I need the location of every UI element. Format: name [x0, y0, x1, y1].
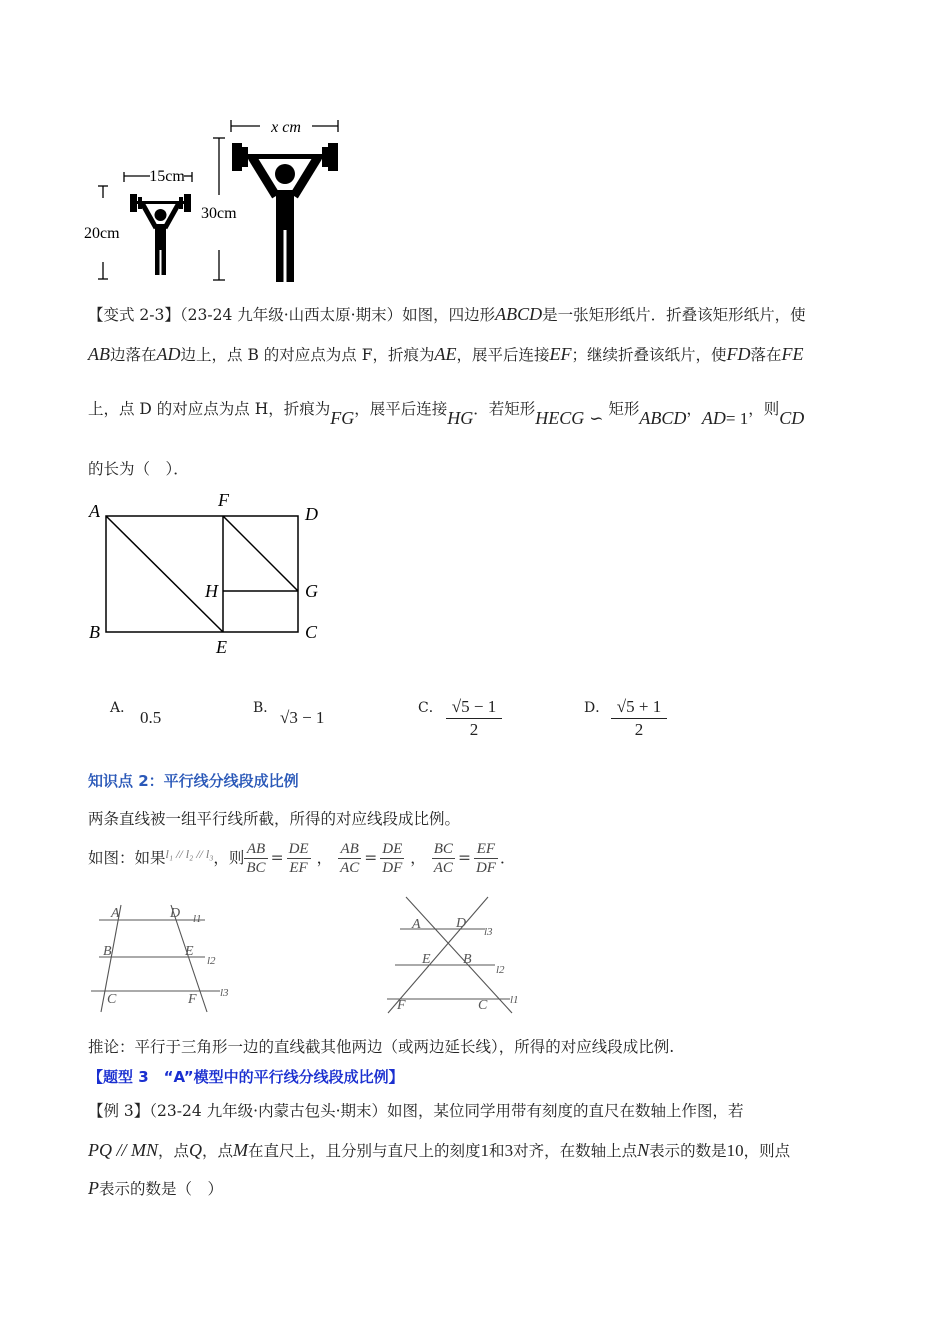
- variant-line-1: [88, 304, 806, 325]
- fraction-ab-ac: [338, 840, 361, 877]
- math-hecg: HECG: [535, 408, 585, 428]
- text: 边落在: [110, 346, 157, 364]
- fig4-point-d: D: [456, 916, 467, 931]
- line-fg: [223, 516, 298, 591]
- label-20cm: 20cm: [84, 225, 120, 242]
- parallel-lines-figure-1: [85, 900, 245, 1020]
- point-e: E: [216, 637, 227, 657]
- option-b-label[interactable]: B．: [253, 700, 278, 716]
- option-c-label[interactable]: C．: [418, 700, 443, 716]
- fig4-point-c: C: [478, 998, 488, 1013]
- text: AB: [244, 840, 267, 859]
- math-abcd: ABCD: [495, 304, 543, 324]
- text: 在直尺上，且分别与直尺上的刻度: [248, 1142, 481, 1160]
- math-hg: HG: [447, 408, 474, 428]
- math-cd: CD: [779, 408, 805, 428]
- text: 如图：如果: [88, 849, 166, 867]
- fig4-l1: l1: [510, 994, 519, 1006]
- text: =: [457, 849, 471, 867]
- math-abcd-2: ABCD: [639, 408, 687, 428]
- similar-symbol: ∽: [589, 409, 604, 428]
- text: EF: [289, 859, 308, 876]
- knowledge-line-1: 两条直线被一组平行线所截，所得的对应线段成比例。: [88, 810, 461, 828]
- text: AC: [433, 859, 453, 876]
- parallel-lines-figure-2: [380, 893, 540, 1018]
- text: 表示的数是: [649, 1142, 727, 1160]
- small-weightlifter: [130, 194, 191, 275]
- text: DF: [475, 859, 496, 876]
- option-c-fraction: [446, 696, 502, 741]
- variant-line-4: 的长为（ ）．: [88, 460, 189, 478]
- text: 是一张矩形纸片．折叠该矩形纸片，使: [542, 306, 806, 324]
- example-line-2: [88, 1140, 790, 1161]
- fig3-point-f: F: [188, 992, 197, 1007]
- math-one: 1: [480, 1141, 490, 1160]
- fig3-l3: l3: [220, 987, 229, 999]
- text: 和: [489, 1142, 505, 1160]
- text: 落在: [750, 346, 782, 364]
- option-a-label[interactable]: A．: [110, 700, 135, 716]
- example-source: （23-24 九年级·内蒙古包头·期末）: [149, 1102, 388, 1120]
- math-fe: FE: [781, 344, 804, 364]
- math-ad: AD: [156, 344, 181, 364]
- text: EF: [474, 840, 498, 859]
- math-pq-mn: PQ // MN: [88, 1140, 158, 1160]
- point-c: C: [305, 622, 318, 642]
- label-15cm: 15cm: [149, 168, 185, 185]
- fig4-point-f: F: [397, 998, 406, 1013]
- option-c-denominator: 2: [469, 720, 479, 739]
- text: 如图，某位同学用带有刻度的直尺在数轴上作图，若: [387, 1102, 744, 1120]
- text: ，则: [748, 400, 780, 418]
- fraction-de-ef: [287, 840, 311, 877]
- text: 上，点 D 的对应点为点 H，折痕为: [88, 400, 331, 418]
- variant-line-3: [88, 398, 805, 428]
- knowledge-heading: 知识点 2：平行线分线段成比例: [88, 772, 299, 790]
- point-d: D: [305, 504, 318, 524]
- large-weightlifter: [232, 143, 338, 282]
- math-m: M: [233, 1140, 249, 1160]
- text: ，: [410, 849, 426, 867]
- text: ．若矩形: [473, 400, 536, 418]
- fig4-l2: l2: [496, 964, 505, 976]
- variant-line-2: [88, 344, 804, 365]
- fraction-ab-bc: [244, 840, 267, 877]
- math-three: 3: [504, 1141, 514, 1160]
- option-d-numerator: √5 + 1: [611, 696, 667, 719]
- weightlifter-figure: [80, 110, 360, 290]
- text: =: [364, 849, 378, 867]
- text: DE: [288, 840, 309, 857]
- fraction-de-df: [380, 840, 404, 877]
- option-d-fraction: [611, 696, 667, 741]
- text: ．: [499, 849, 516, 867]
- math-ae: AE: [434, 344, 457, 364]
- option-d-label[interactable]: D．: [584, 700, 610, 716]
- math-n: N: [637, 1140, 650, 1160]
- fig3-point-d: D: [170, 906, 181, 921]
- parallel-lines: l₁ // l₂ // l₃: [165, 847, 214, 861]
- text: ；继续折叠该纸片，使: [571, 346, 727, 364]
- text: ，点: [158, 1142, 190, 1160]
- math-eq-one: = 1: [725, 409, 749, 428]
- text: AC: [340, 859, 360, 876]
- label-30cm: 30cm: [201, 205, 237, 222]
- text: 表示的数是（ ）: [99, 1180, 224, 1198]
- fig3-l1: l1: [193, 913, 202, 925]
- option-d-denominator: 2: [634, 720, 644, 739]
- example-line-3: [88, 1178, 223, 1199]
- text: ，则点: [743, 1142, 791, 1160]
- fig3-point-b: B: [103, 944, 112, 959]
- example-line-1: [88, 1101, 744, 1121]
- point-b: B: [89, 622, 100, 642]
- fig4-l3: l3: [484, 926, 493, 938]
- text: DE: [382, 840, 403, 857]
- point-a: A: [89, 501, 100, 521]
- text: 对齐，在数轴上点: [513, 1142, 638, 1160]
- rect-abcd: [106, 516, 298, 632]
- option-c-numerator: √5 − 1: [446, 696, 502, 719]
- text: ，: [686, 400, 702, 418]
- text: BC: [433, 840, 453, 857]
- fig3-point-a: A: [111, 906, 120, 921]
- text: 边上，点 B 的对应点为点 F，折痕为: [180, 346, 435, 364]
- fraction-ef-df: [474, 840, 498, 877]
- variant-source: （23-24 九年级·山西太原·期末）: [179, 306, 403, 324]
- text: BC: [246, 859, 266, 876]
- fraction-bc-ac: [432, 840, 455, 877]
- math-fd: FD: [726, 344, 751, 364]
- text: DF: [382, 859, 403, 876]
- math-p: P: [88, 1178, 99, 1198]
- math-ad-eq: AD: [701, 408, 726, 428]
- math-ten: 10: [726, 1141, 744, 1160]
- text: =: [270, 849, 284, 867]
- point-g: G: [305, 581, 318, 601]
- fig3-l2: l2: [207, 955, 216, 967]
- text: ，: [316, 849, 333, 867]
- text: 如图，四边形: [402, 306, 496, 324]
- option-a-value: 0.5: [140, 708, 162, 727]
- fig3-point-e: E: [185, 944, 194, 959]
- fig4-point-a: A: [412, 917, 421, 932]
- example-tag: 【例 3】: [88, 1102, 150, 1120]
- text: ，展平后连接: [354, 400, 448, 418]
- text: AB: [338, 840, 361, 859]
- rectangle-figure: [85, 490, 335, 660]
- math-fg: FG: [330, 408, 355, 428]
- option-b-value: √3 − 1: [280, 708, 325, 727]
- math-ef: EF: [549, 344, 572, 364]
- knowledge-formula-line: [88, 836, 515, 880]
- variant-tag: 【变式 2-3】: [88, 306, 180, 324]
- fig4-point-e: E: [422, 952, 431, 967]
- corollary-text: 推论：平行于三角形一边的直线截其他两边（或两边延长线），所得的对应线段成比例.: [88, 1038, 675, 1056]
- point-h: H: [205, 581, 218, 601]
- fig4-point-b: B: [463, 952, 472, 967]
- label-xcm: x cm: [271, 119, 301, 136]
- math-q: Q: [189, 1140, 203, 1160]
- math-ab: AB: [88, 344, 110, 364]
- line-ae: [106, 516, 223, 632]
- text: ，展平后连接: [456, 346, 550, 364]
- type3-heading: 【题型 3 “A”模型中的平行线分线段成比例】: [88, 1068, 404, 1086]
- fig3-point-c: C: [107, 992, 117, 1007]
- point-f: F: [218, 490, 229, 510]
- text: 矩形: [608, 400, 640, 418]
- text: ，点: [202, 1142, 234, 1160]
- text: ，则: [213, 849, 245, 867]
